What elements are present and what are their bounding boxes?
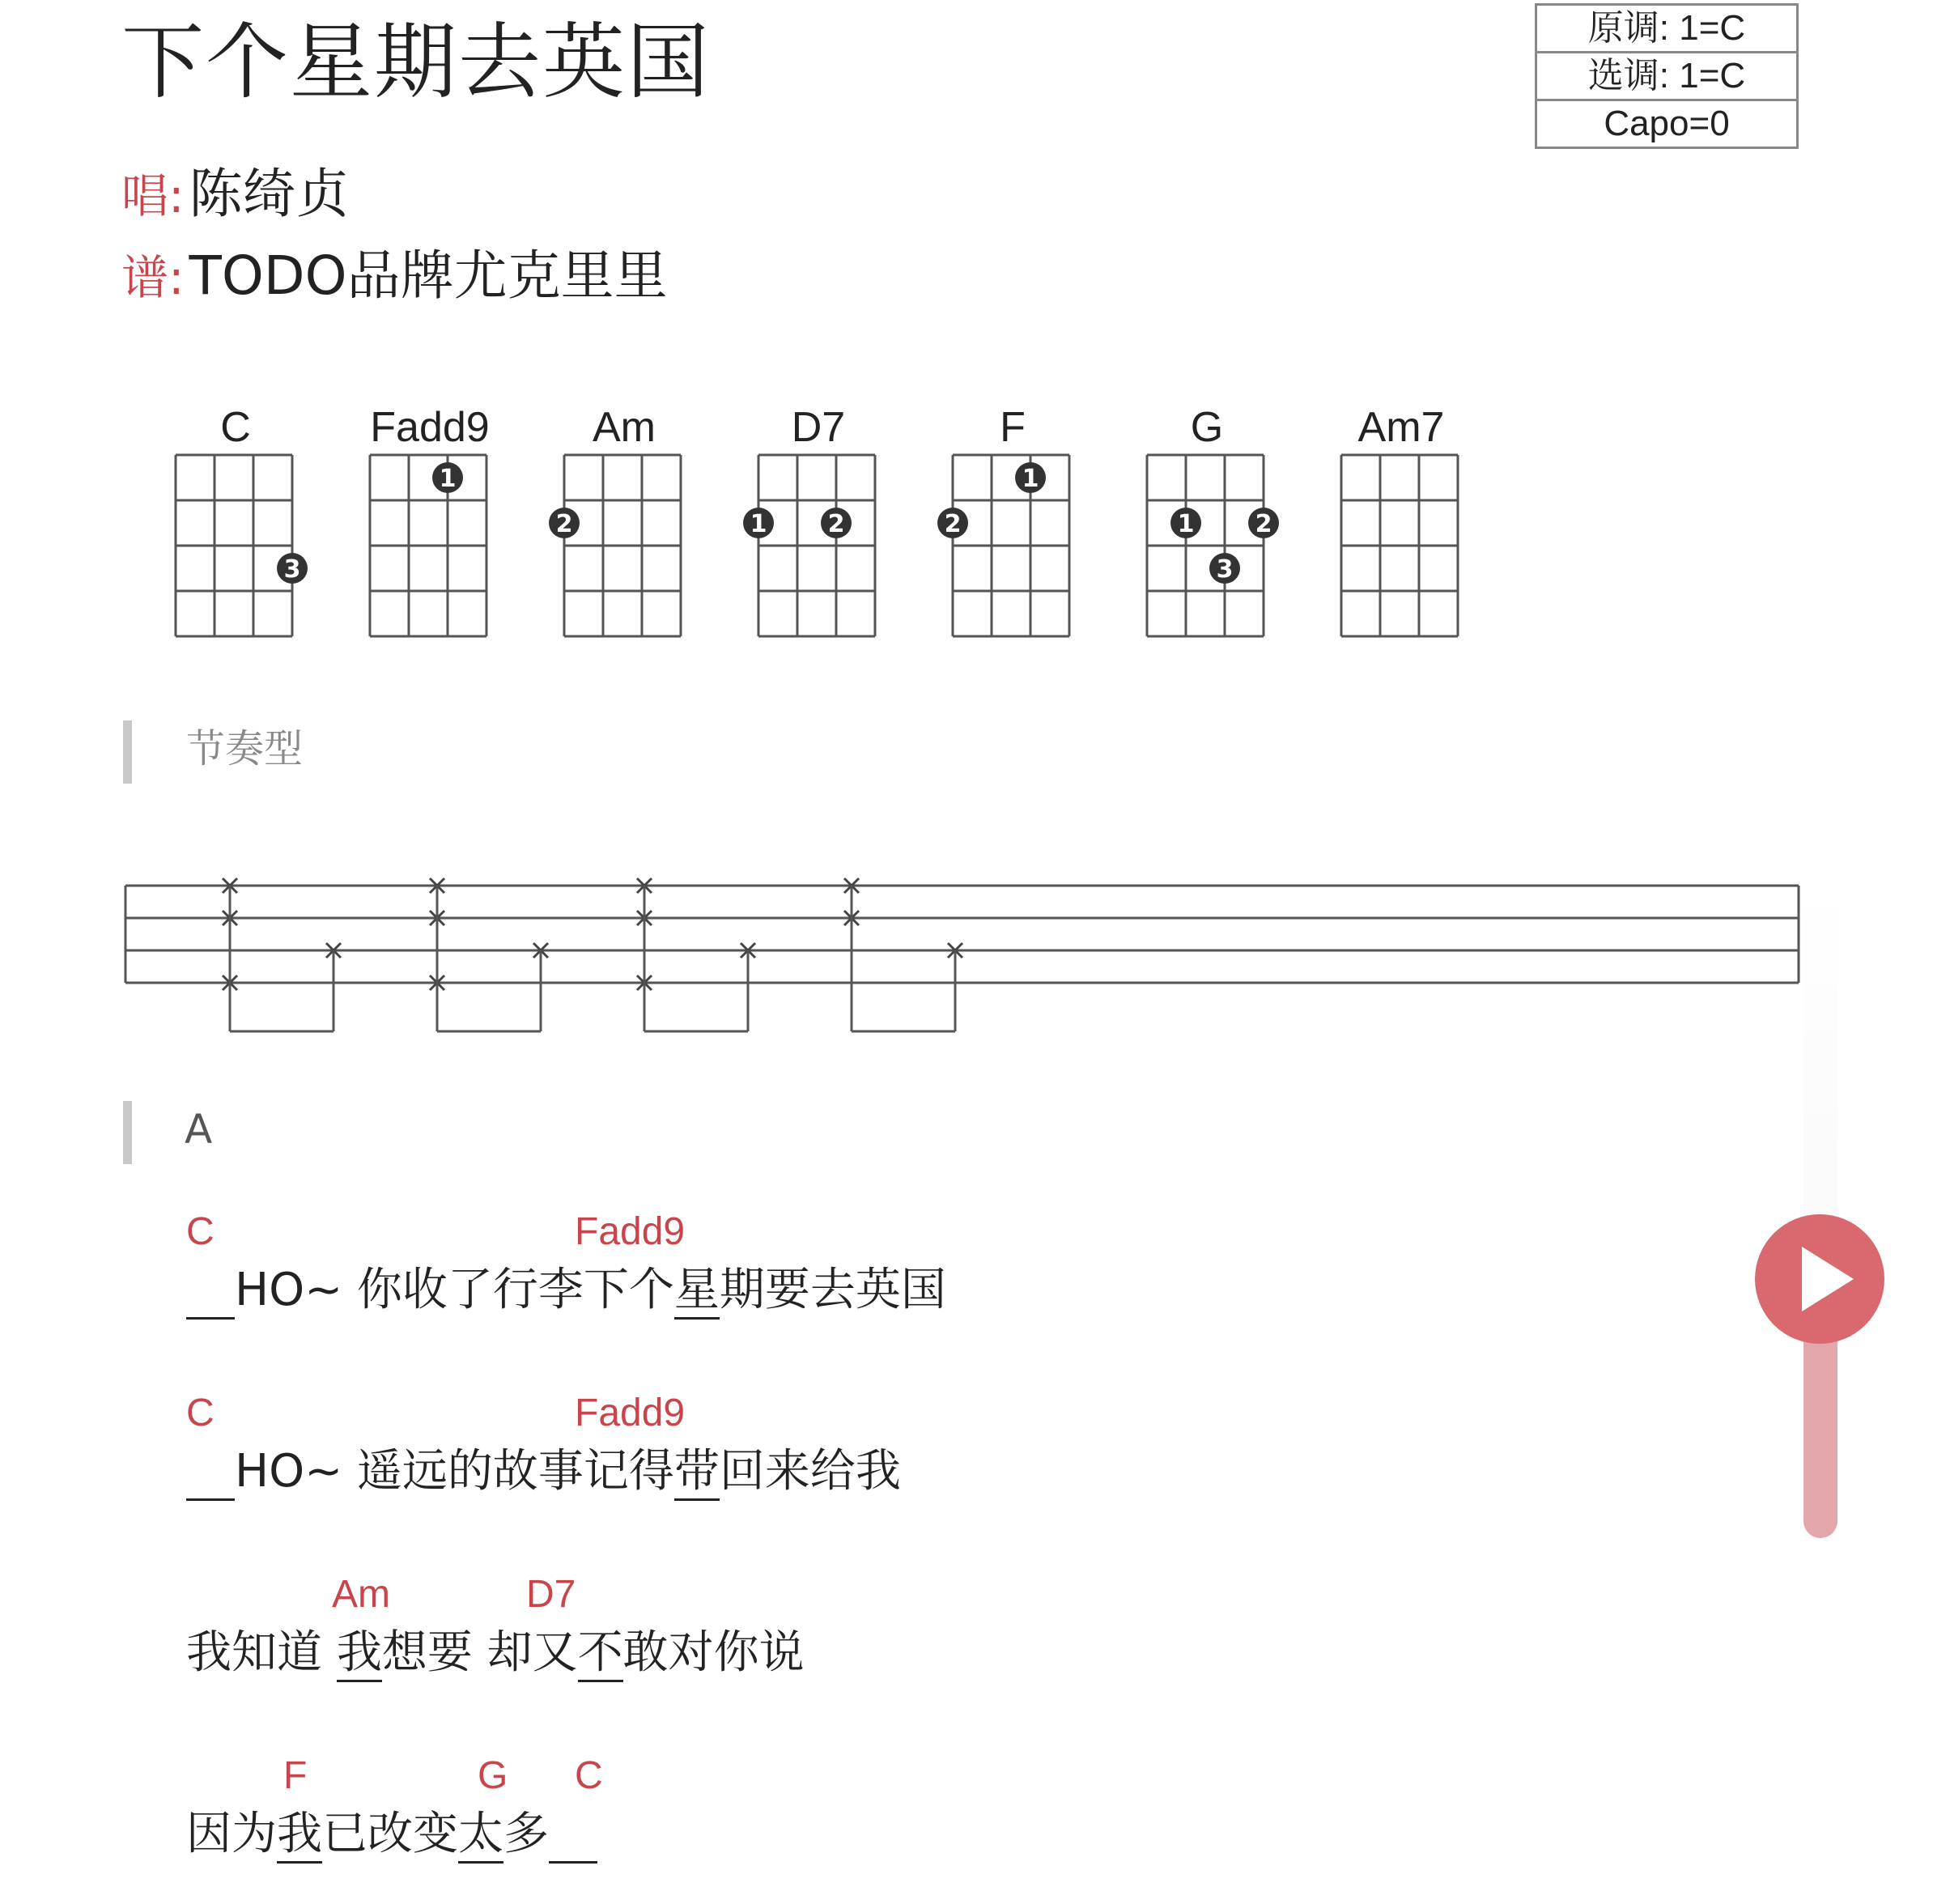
- finger-number: 1: [1022, 465, 1039, 493]
- chord-diagram-g[interactable]: [1145, 402, 1272, 636]
- chord-label-g[interactable]: G: [478, 1754, 508, 1797]
- chord-label-fadd9[interactable]: Fadd9: [575, 1392, 686, 1434]
- chord-label-d7[interactable]: D7: [526, 1573, 576, 1616]
- singer-name: 陈绮贞: [189, 163, 350, 225]
- chord-row: [186, 1569, 1724, 1626]
- chord-grid: [1145, 453, 1272, 638]
- lyric-text: [186, 1439, 901, 1504]
- chord-grid: [1340, 453, 1459, 638]
- song-title: 下个星期去英国: [121, 15, 711, 111]
- lyric-underlined: 星: [674, 1264, 720, 1320]
- chord-grid: [555, 453, 682, 638]
- chord-label-fadd9[interactable]: Fadd9: [575, 1210, 686, 1253]
- singer-label: 唱:: [121, 168, 185, 223]
- finger-number: 1: [1177, 510, 1195, 538]
- finger-number: 2: [827, 510, 845, 538]
- capo-setting[interactable]: Capo=0: [1537, 99, 1796, 147]
- chord-grid: [750, 453, 877, 638]
- chord-diagram-am7[interactable]: [1340, 402, 1463, 636]
- section-bar-a: [123, 1101, 132, 1164]
- lyric-text: [186, 1621, 805, 1685]
- lyric-text: [186, 1258, 946, 1323]
- rhythm-pattern-staff: [121, 874, 1805, 1036]
- tab-author-name: TODO品牌尤克里里: [189, 244, 668, 307]
- chord-name: Fadd9: [370, 404, 490, 451]
- lyric-segment: 想要 却又: [381, 1626, 578, 1679]
- original-key: 原调: 1=C: [1587, 8, 1746, 48]
- finger-number: 2: [944, 510, 962, 538]
- lyric-text: [186, 1802, 597, 1867]
- lyric-underlined: 我: [277, 1808, 322, 1864]
- chord-name: Am7: [1357, 404, 1445, 451]
- lyric-underlined: 带: [674, 1445, 720, 1501]
- chord-name: G: [1190, 404, 1224, 451]
- chord-label-c[interactable]: C: [186, 1210, 215, 1253]
- chord-diagram-fadd9[interactable]: [368, 402, 491, 636]
- chord-row: [186, 1206, 1724, 1263]
- lyric-underlined: 不: [578, 1626, 623, 1682]
- finger-number: 3: [1216, 555, 1234, 584]
- selected-key[interactable]: 选调: 1=C: [1537, 51, 1796, 99]
- lyric-segment: HO~ 遥远的故事记得: [235, 1445, 674, 1498]
- chord-row: [186, 1750, 1724, 1807]
- lyric-blank: [186, 1264, 235, 1320]
- finger-number: 3: [283, 555, 301, 584]
- chord-name: F: [1000, 404, 1026, 451]
- chord-grid: [174, 453, 301, 638]
- chord-label-c[interactable]: C: [186, 1392, 215, 1434]
- lyric-segment: 多: [503, 1808, 549, 1860]
- key-info-box: [1535, 3, 1799, 149]
- finger-number: 2: [555, 510, 573, 538]
- lyric-line: [186, 1206, 1724, 1360]
- section-bar-rhythm: [123, 720, 132, 784]
- lyric-segment: 因为: [186, 1808, 277, 1860]
- chord-row: [186, 1388, 1724, 1444]
- play-button[interactable]: [1755, 1214, 1884, 1344]
- lyric-segment: 敢对你说: [622, 1626, 805, 1679]
- lyric-blank: [186, 1445, 235, 1501]
- chord-name: C: [220, 404, 251, 451]
- lyric-underlined: 太: [458, 1808, 503, 1864]
- chord-label-f[interactable]: F: [283, 1754, 308, 1797]
- tab-author-label: 谱:: [121, 250, 185, 305]
- chord-name: D7: [791, 404, 846, 451]
- lyric-segment: HO~ 你收了行李下个: [235, 1264, 674, 1316]
- lyric-line: [186, 1388, 1724, 1541]
- finger-number: 1: [750, 510, 767, 538]
- lyric-line: [186, 1569, 1724, 1723]
- rhythm-section-label: 节奏型: [186, 726, 304, 771]
- chord-name: Am: [593, 404, 656, 451]
- chord-label-am[interactable]: Am: [332, 1573, 390, 1616]
- lyric-segment: 我知道: [186, 1626, 337, 1679]
- finger-number: 1: [439, 465, 457, 493]
- section-a-label: A: [185, 1106, 213, 1153]
- chord-diagram-am[interactable]: [555, 402, 686, 636]
- lyric-segment: 回来给我: [719, 1445, 901, 1498]
- play-icon: [1802, 1247, 1854, 1311]
- chord-diagram-d7[interactable]: [750, 402, 880, 636]
- chord-grid: [944, 453, 1071, 638]
- singer-line: [121, 158, 350, 232]
- tab-author-line: [121, 240, 668, 314]
- lyric-underlined: 我: [337, 1626, 382, 1682]
- chord-diagram-f[interactable]: [944, 402, 1074, 636]
- chord-grid: [368, 453, 488, 638]
- finger-number: 2: [1255, 510, 1272, 538]
- chord-diagram-c[interactable]: [174, 402, 301, 636]
- lyric-blank: [549, 1808, 597, 1864]
- lyric-line: [186, 1750, 1724, 1904]
- lyric-segment: 期要去英国: [719, 1264, 946, 1316]
- chord-label-c[interactable]: C: [575, 1754, 603, 1797]
- lyric-segment: 已改变: [322, 1808, 458, 1860]
